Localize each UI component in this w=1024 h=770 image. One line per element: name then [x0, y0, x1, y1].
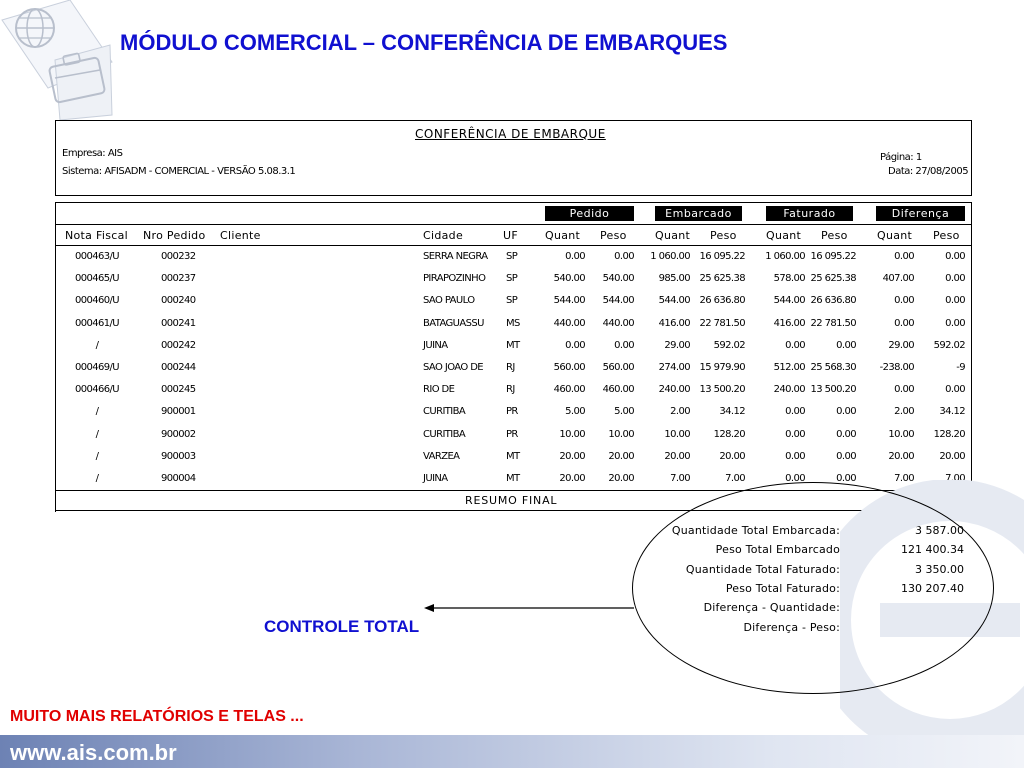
table-cell: 25 625.38 — [699, 273, 745, 285]
empresa-label: Empresa: AIS — [62, 148, 123, 159]
table-cell: 900003 — [161, 450, 196, 462]
column-header: Peso — [933, 229, 960, 242]
table-cell: 512.00 — [773, 362, 805, 373]
table-cell: 128.20 — [933, 428, 965, 440]
column-header: Quant — [766, 229, 802, 242]
table-cell: / — [95, 406, 99, 418]
summary-label: Peso Total Embarcado — [715, 543, 840, 557]
table-cell: 416.00 — [658, 317, 690, 329]
table-cell: MT — [506, 473, 520, 484]
summary-label: Diferença - Peso: — [743, 620, 840, 634]
table-cell: 10.00 — [559, 428, 585, 440]
arrow-left-icon — [424, 603, 634, 613]
table-cell: 29.00 — [664, 339, 690, 351]
column-header: Quant — [877, 229, 913, 242]
summary-value: 3 587.00 — [915, 524, 964, 537]
table-cell: 900004 — [161, 473, 196, 484]
summary-label: Quantidade Total Embarcada: — [671, 524, 840, 537]
table-cell: -9 — [956, 362, 965, 373]
table-cell: 7.00 — [945, 473, 965, 484]
table-cell: / — [95, 339, 99, 351]
group-embarcado: Embarcado — [655, 206, 742, 221]
column-header: Quant — [655, 229, 691, 242]
table-cell: 560.00 — [553, 362, 585, 373]
table-cell: 000237 — [161, 273, 196, 285]
table-cell: 0.00 — [894, 384, 914, 396]
table-cell: 000465/U — [74, 273, 120, 285]
table-cell: CURITIBA — [423, 406, 466, 418]
column-header: Peso — [600, 229, 627, 242]
table-cell: 000244 — [161, 362, 196, 373]
report-panel — [55, 120, 972, 515]
table-cell: VARZEA — [423, 450, 460, 462]
table-cell: 0.00 — [836, 450, 856, 462]
table-cell: SERRA NEGRA — [423, 251, 488, 262]
table-cell: 0.00 — [785, 473, 805, 484]
table-cell: 29.00 — [888, 339, 914, 351]
table-cell: / — [95, 450, 99, 462]
table-cell: PIRAPOZINHO — [423, 273, 486, 285]
table-cell: 13 500.20 — [810, 384, 856, 396]
table-cell: 0.00 — [894, 317, 914, 329]
table-cell: 16 095.22 — [699, 251, 745, 262]
table-cell: 0.00 — [836, 406, 856, 418]
table-cell: 1 060.00 — [650, 251, 690, 262]
summary-value: -8 807.06 — [911, 620, 964, 634]
table-cell: 10.00 — [888, 428, 914, 440]
table-cell: / — [95, 473, 99, 484]
table-cell: 274.00 — [658, 362, 690, 373]
group-faturado: Faturado — [766, 206, 853, 221]
table-cell: 000460/U — [74, 295, 120, 307]
summary-label: Diferença - Quantidade: — [703, 601, 840, 615]
table-cell: 540.00 — [553, 273, 585, 285]
table-cell: JUINA — [423, 339, 448, 351]
table-cell: 000241 — [161, 317, 196, 329]
table-cell: 460.00 — [602, 384, 634, 396]
table-cell: 0.00 — [945, 251, 965, 262]
table-cell: 0.00 — [565, 251, 585, 262]
table-cell: PR — [506, 406, 518, 418]
table-cell: MT — [506, 450, 520, 462]
table-cell: PR — [506, 428, 518, 440]
table-cell: BATAGUASSU — [423, 317, 484, 329]
table-cell: 540.00 — [602, 273, 634, 285]
table-cell: 000469/U — [74, 362, 120, 373]
table-cell: 0.00 — [894, 251, 914, 262]
table-cell: 22 781.50 — [810, 317, 856, 329]
table-cell: 240.00 — [773, 384, 805, 396]
table-cell: 900001 — [161, 406, 196, 418]
summary-value: 3 350.00 — [915, 562, 964, 576]
column-header: Cidade — [423, 229, 464, 242]
table-cell: 000242 — [161, 339, 196, 351]
summary-value: 130 207.40 — [901, 581, 964, 595]
table-cell: 000463/U — [74, 251, 120, 262]
table-cell: 0.00 — [894, 295, 914, 307]
table-cell: RJ — [506, 384, 515, 396]
table-cell: 10.00 — [664, 428, 690, 440]
table-cell: 0.00 — [945, 384, 965, 396]
table-cell: 544.00 — [553, 295, 585, 307]
table-cell: 560.00 — [602, 362, 634, 373]
table-cell: 240.00 — [658, 384, 690, 396]
table-cell: MT — [506, 339, 520, 351]
column-header: Peso — [821, 229, 848, 242]
table-cell: 1 060.00 — [765, 251, 805, 262]
table-cell: 544.00 — [602, 295, 634, 307]
column-header: Peso — [710, 229, 737, 242]
table-cell: 000240 — [161, 295, 196, 307]
table-cell: SP — [506, 295, 518, 307]
data-label: Data: 27/08/2005 — [888, 166, 969, 177]
table-cell: 34.12 — [939, 406, 965, 418]
report-title: CONFERÊNCIA DE EMBARQUE — [415, 127, 606, 141]
controle-total-callout: CONTROLE TOTAL — [264, 617, 420, 636]
table-cell: 16 095.22 — [810, 251, 856, 262]
table-cell: 544.00 — [658, 295, 690, 307]
column-header: Cliente — [220, 229, 261, 242]
group-pedido: Pedido — [545, 206, 634, 221]
table-cell: 592.02 — [933, 339, 965, 351]
table-cell: 2.00 — [670, 406, 690, 418]
table-cell: 900002 — [161, 428, 196, 440]
table-cell: 20.00 — [608, 473, 634, 484]
website-link[interactable]: www.ais.com.br — [10, 740, 177, 765]
table-cell: 22 781.50 — [699, 317, 745, 329]
table-cell: 7.00 — [894, 473, 914, 484]
table-cell: 7.00 — [725, 473, 745, 484]
table-cell: 985.00 — [658, 273, 690, 285]
table-cell: 0.00 — [945, 317, 965, 329]
table-cell: 20.00 — [939, 450, 965, 462]
table-cell: 5.00 — [614, 406, 634, 418]
table-cell: 10.00 — [608, 428, 634, 440]
table-cell: 000466/U — [74, 384, 120, 396]
summary-title: RESUMO FINAL — [465, 494, 558, 507]
table-cell: 20.00 — [888, 450, 914, 462]
table-cell: 20.00 — [664, 450, 690, 462]
table-cell: 26 636.80 — [810, 295, 856, 307]
table-cell: 0.00 — [836, 339, 856, 351]
table-cell: 0.00 — [614, 251, 634, 262]
table-cell: SP — [506, 273, 518, 285]
table-cell: SAO PAULO — [423, 295, 475, 307]
table-cell: 0.00 — [785, 406, 805, 418]
group-diferenca: Diferença — [876, 206, 965, 221]
table-cell: 000245 — [161, 384, 196, 396]
table-cell: 000461/U — [74, 317, 120, 329]
globe-briefcase-logo-icon — [0, 0, 115, 120]
table-cell: 544.00 — [773, 295, 805, 307]
table-cell: SP — [506, 251, 518, 262]
table-cell: 0.00 — [565, 339, 585, 351]
table-cell: 26 636.80 — [699, 295, 745, 307]
table-cell: 25 568.30 — [810, 362, 856, 373]
table-cell: 20.00 — [559, 473, 585, 484]
summary-value: 121 400.34 — [901, 543, 964, 557]
table-cell: 0.00 — [785, 428, 805, 440]
table-cell: RJ — [506, 362, 515, 373]
summary-value: 237.00 — [925, 601, 964, 615]
table-cell: 15 979.90 — [699, 362, 745, 373]
summary-label: Quantidade Total Faturado: — [685, 562, 840, 576]
table-cell: 2.00 — [894, 406, 914, 418]
table-cell: 20.00 — [608, 450, 634, 462]
table-cell: 13 500.20 — [699, 384, 745, 396]
table-cell: CURITIBA — [423, 428, 466, 440]
table-cell: 460.00 — [553, 384, 585, 396]
sistema-label: Sistema: AFISADM - COMERCIAL - VERSÃO 5.08.3.1 — [62, 166, 296, 177]
table-cell: MS — [506, 317, 520, 329]
table-cell: 407.00 — [882, 273, 914, 285]
table-cell: 0.00 — [785, 339, 805, 351]
table-cell: / — [95, 428, 99, 440]
table-cell: 0.00 — [836, 473, 856, 484]
table-cell: 0.00 — [614, 339, 634, 351]
pagina-label: Página: 1 — [880, 152, 922, 163]
table-cell: 25 625.38 — [810, 273, 856, 285]
table-cell: 440.00 — [602, 317, 634, 329]
column-header: Quant — [545, 229, 581, 242]
table-cell: SAO JOAO DE — [423, 362, 484, 373]
table-cell: 440.00 — [553, 317, 585, 329]
summary-label: Peso Total Faturado: — [725, 581, 840, 595]
column-header: Nota Fiscal — [65, 229, 128, 242]
table-cell: 000232 — [161, 251, 196, 262]
column-header: UF — [503, 229, 518, 242]
more-reports-text: MUITO MAIS RELATÓRIOS E TELAS ... — [10, 708, 304, 725]
table-cell: 592.02 — [713, 339, 745, 351]
table-cell: 20.00 — [719, 450, 745, 462]
table-cell: 416.00 — [773, 317, 805, 329]
table-cell: 7.00 — [670, 473, 690, 484]
table-cell: 0.00 — [945, 295, 965, 307]
table-cell: 128.20 — [713, 428, 745, 440]
table-cell: JUINA — [423, 473, 448, 484]
table-cell: 20.00 — [559, 450, 585, 462]
table-cell: 0.00 — [836, 428, 856, 440]
table-cell: 34.12 — [719, 406, 745, 418]
table-cell: -238.00 — [879, 362, 914, 373]
slide-title: MÓDULO COMERCIAL – CONFERÊNCIA DE EMBARQUES — [120, 30, 728, 55]
highlight-oval — [632, 482, 994, 694]
table-cell: 578.00 — [773, 273, 805, 285]
column-header: Nro Pedido — [143, 229, 206, 242]
table-cell: 0.00 — [945, 273, 965, 285]
table-cell: 5.00 — [565, 406, 585, 418]
table-cell: 0.00 — [785, 450, 805, 462]
table-cell: RIO DE — [423, 384, 455, 396]
